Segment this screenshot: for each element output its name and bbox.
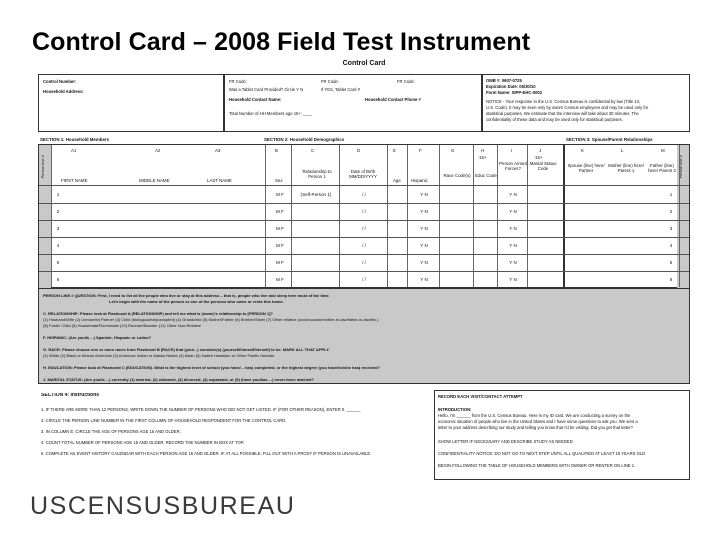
tablet-card-label: If YES, Tablet Card # <box>321 87 360 92</box>
table-row <box>39 203 689 221</box>
col-a1: A1 <box>71 148 77 153</box>
hispanic-cell: Y N <box>420 226 428 231</box>
section3-title: SECTION 3: Spouse/Parent Relationships <box>566 137 653 142</box>
middle-name-header: MIDDLE NAME <box>139 178 170 183</box>
sex-header: Sex <box>275 178 283 183</box>
sex-cell: M F <box>276 260 284 265</box>
instr-relationship: C. RELATIONSHIP: Please look at Flashcard A (RELATIONSHIP) and tell me what is (name)'s relationship to [PERSON 1]? <box>43 311 273 316</box>
col-a2: A2 <box>155 148 161 153</box>
contact-phone-label: Household Contact Phone # <box>365 97 421 102</box>
relationship-cell <box>295 254 337 271</box>
hispanic-cell: Y N <box>420 243 428 248</box>
row-number: 4 <box>56 243 60 248</box>
instr-hispanic: F. HISPANIC: (Are you/Is ...) Spanish, Hispanic or Latino? <box>43 335 152 340</box>
section4-item-1: 1. IF THERE ARE MORE THAN 12 PERSONS, WRITE DOWN THE NUMBER OF PERSONS WHO DID NOT GET LISTED. IF (FOR OTHER REASON), ENTER 0. ______ <box>41 407 361 412</box>
form-name: Form Name: SIPP-EHC-0002 <box>486 90 543 95</box>
age-header: Age <box>393 178 401 183</box>
control-card-form <box>34 60 694 485</box>
begin-line: BEGIN FOLLOWING THE TABLE OF HOUSEHOLD MEMBERS WITH OWNER OR RENTER ON LINE 1. <box>438 463 636 468</box>
col-f: F <box>419 148 422 153</box>
armed-forces-cell: Y N <box>509 209 517 214</box>
omb-number: OMB #: 0607-0725 <box>486 78 522 83</box>
fr-code-label-2: FR Code: <box>321 79 339 84</box>
table-row <box>39 271 689 289</box>
relationship-cell <box>295 220 337 237</box>
armed-forces-cell: Y N <box>509 260 517 265</box>
household-grid <box>38 144 690 288</box>
armed-forces-cell: Y N <box>509 192 517 197</box>
sex-cell: M F <box>276 192 284 197</box>
spouse-line-cell: 2 <box>669 209 673 214</box>
show-letter-line: SHOW LETTER IF NECESSARY AND DESCRIBE STUDY AS NEEDED <box>438 439 573 444</box>
dob-cell: / / <box>362 243 366 248</box>
tablet-provided-label: Was a Tablet Card Provided? Circle Y N <box>229 87 304 92</box>
spouse-line-cell: 3 <box>669 226 673 231</box>
dob-cell: / / <box>362 277 366 282</box>
confidentiality-line: CONFIDENTIALITY NOTICE: DO NOT GO TO NEXT STEP UNTIL ALL QUALIFIED AT LEAST 15 YEARS OLD <box>438 451 646 456</box>
instr-person-line: PERSON LINE # QUESTION: First, I need to list all the people who live or stay at this address – that is, people who live and sleep here most of the time. <box>43 293 330 298</box>
col-i: I <box>511 148 513 153</box>
instr-education: H. EDUCATION: Please look at Flashcard C (EDUCATION). What is the highest level of school (you have/... has) completed, or the highest degree (you have/he/she has) received? <box>43 365 381 370</box>
col-h-15plus: 15+ <box>479 155 487 160</box>
armed-forces-header: Person Armed Forces? <box>499 161 527 172</box>
col-c: C <box>311 148 315 153</box>
first-name-header: FIRST NAME <box>61 178 88 183</box>
col-h: H <box>481 148 485 153</box>
col-m: M <box>661 148 665 153</box>
dob-cell: / / <box>362 192 366 197</box>
instr-marital: J. MARITAL STATUS: (Are you/Is ...) currently (1) married, (2) widowed, (3) divorced, (4) separated, or (5) (have you/has ...) never been married? <box>43 377 314 382</box>
table-row <box>39 220 689 238</box>
intro-line-3: letter to your address describing our study and telling you know that I'd be visiting. Did you get that letter? <box>438 425 633 430</box>
col-k: K <box>581 148 584 153</box>
hh-members-label: Total Number of HH Members age 15+: ____ <box>229 111 313 116</box>
hispanic-cell: Y N <box>420 192 428 197</box>
sex-cell: M F <box>276 209 284 214</box>
section4-item-5: 5. COMPLETE AN EVENT HISTORY CALENDAR WITH EACH PERSON AGE 15 AND OLDER. IF AT ALL POSSIBLE, FILL OUT WITH A PROXY IF PERSON IS UNAVAILABLE. <box>41 451 372 456</box>
section4-item-4: 4. COUNT TOTAL NUMBER OF PERSONS AGE 15 AND OLDER. RECORD THE NUMBER IN BOX AT TOP. <box>41 440 245 445</box>
armed-forces-cell: Y N <box>509 243 517 248</box>
relationship-cell <box>295 237 337 254</box>
col-l: L <box>621 148 624 153</box>
expiration-date: Expiration Date: 06/30/10 <box>486 84 536 89</box>
hispanic-cell: Y N <box>420 260 428 265</box>
question-instructions <box>38 288 690 384</box>
fr-code-label-1: FR Code: <box>229 79 247 84</box>
relationship-cell <box>295 271 337 288</box>
header-box-omb <box>482 74 690 132</box>
row-number: 3 <box>56 226 60 231</box>
row-number: 6 <box>56 277 60 282</box>
dob-cell: / / <box>362 226 366 231</box>
row-number: 5 <box>56 260 60 265</box>
instr-race-codes: (1) White (2) Black or African American (3) American Indian or Alaska Native (4) Asian (5) Native Hawaiian or Other Pacific Islander <box>43 353 275 358</box>
spouse-line-cell: 1 <box>669 192 673 197</box>
instr-relationship-codes-2: (8) Foster Child (9) Housemate/Roommate (10) Roomer/Boarder (11) Other Non-Relative <box>43 323 201 328</box>
father-header: Father (line) here/ Parent 2 <box>648 163 676 174</box>
col-j-15plus: 15+ <box>535 155 543 160</box>
person-line-label-right: Person line # <box>678 155 683 179</box>
intro-line-1: Hello, I'm ______ from the U.S. Census Bureau. Here is my ID card. We are conducting a survey on the <box>438 413 631 418</box>
col-d: D <box>357 148 361 153</box>
last-name-header: LAST NAME <box>207 178 232 183</box>
section2-title: SECTION 2: Household Demographics <box>264 137 345 142</box>
sex-cell: M F <box>276 243 284 248</box>
control-number-label: Control Number: <box>43 79 77 84</box>
household-contact-label: Household Contact Name: <box>229 97 282 102</box>
notice-line-2: U.S. Code). It may be seen only by sworn Census employees and may be used only for <box>486 105 649 110</box>
col-a3: A3 <box>215 148 221 153</box>
intro-line-2: economic situation of people who live in the United States and I have some questions to ask you. We sent a <box>438 419 638 424</box>
table-row <box>39 237 689 255</box>
spouse-line-cell: 4 <box>669 243 673 248</box>
dob-cell: / / <box>362 209 366 214</box>
col-j: J <box>539 148 542 153</box>
form-title: Control Card <box>342 60 386 67</box>
relationship-header: Relationship to Person 1 <box>302 169 332 180</box>
header-box-fr <box>224 74 482 132</box>
row-number: 1 <box>56 192 60 197</box>
hispanic-header: Hispanic <box>411 178 428 183</box>
row-number: 2 <box>56 209 60 214</box>
hispanic-cell: Y N <box>420 277 428 282</box>
section4-box <box>38 390 428 482</box>
dob-header: Date of Birth MM/DD/YYYY <box>349 169 377 180</box>
notice-line-3: statistical purposes. We estimate that the interview will take about 30 minutes. The <box>486 111 639 116</box>
sex-cell: M F <box>276 277 284 282</box>
introduction-label: INTRODUCTION: <box>438 407 472 412</box>
mother-header: Mother (line) here/ Parent 1 <box>608 163 644 174</box>
col-e: E <box>393 148 396 153</box>
armed-forces-cell: Y N <box>509 277 517 282</box>
race-header: Race Code(s) <box>443 173 471 178</box>
person-line-label: Person line # <box>40 155 45 179</box>
person-rows <box>39 186 689 289</box>
household-address-label: Household Address: <box>43 89 84 94</box>
fr-code-label-3: FR Code: <box>397 79 415 84</box>
instr-person-line-2: Let's begin with the name of the person or one of the persons who owns or rents this home. <box>109 299 284 304</box>
col-g: G <box>451 148 455 153</box>
census-bureau-logo: USCENSUSBUREAU <box>30 492 296 520</box>
relationship-cell: (Self-Person 1) <box>300 192 332 197</box>
col-b: B <box>275 148 278 153</box>
record-visit-label: RECORD EACH VISIT/CONTACT ATTEMPT <box>438 394 523 399</box>
section4-item-2: 2. CIRCLE THE PERSON LINE NUMBER IN THE FIRST COLUMN OF HOUSEHOLD RESPONDENT FOR THE CONTROL CARD. <box>41 418 287 423</box>
spouse-header: Spouse (line) here/ Partner <box>567 163 605 174</box>
instr-relationship-codes: (1) Husband/Wife (2) Unmarried Partner (3) Child (biological/step/adopted) (4) Grandchild (5) Mother/Father (6) Brother/Sister (7) Other relative (uncle/cousin/mother-in-law/father-in-law/etc.) <box>43 317 379 322</box>
spouse-line-cell: 5 <box>669 260 673 265</box>
section1-title: SECTION 1: Household Members <box>40 137 110 142</box>
hispanic-cell: Y N <box>420 209 428 214</box>
spouse-line-cell: 6 <box>669 277 673 282</box>
dob-cell: / / <box>362 260 366 265</box>
armed-forces-cell: Y N <box>509 226 517 231</box>
relationship-cell <box>295 203 337 220</box>
section4-item-3: 3. IN COLUMN E, CIRCLE THE AGE OF PERSONS AGE 15 AND OLDER. <box>41 429 181 434</box>
instr-race: G. RACE: Please choose one or more races from Flashcard B (RACE) that (you/...) consider(s) (yourself/himself/herself) to be. MARK ALL THAT APPLY. <box>43 347 330 352</box>
table-row <box>39 254 689 272</box>
educ-header: Educ Code <box>475 173 497 178</box>
sex-cell: M F <box>276 226 284 231</box>
table-row <box>39 186 689 204</box>
notice-line-1: NOTICE - Your response to the U.S. Census Bureau is confidential by law (Title 13, <box>486 99 641 104</box>
slide-title: Control Card – 2008 Field Test Instrument <box>32 28 531 56</box>
marital-status-header: Marital Status Code <box>529 161 557 172</box>
notice-line-4: confidentiality of these data and may be used only for statistical purposes. <box>486 117 623 122</box>
introduction-box <box>434 390 690 480</box>
section4-title: SECTION 4: Instructions <box>41 393 100 398</box>
header-box-control <box>38 74 224 132</box>
